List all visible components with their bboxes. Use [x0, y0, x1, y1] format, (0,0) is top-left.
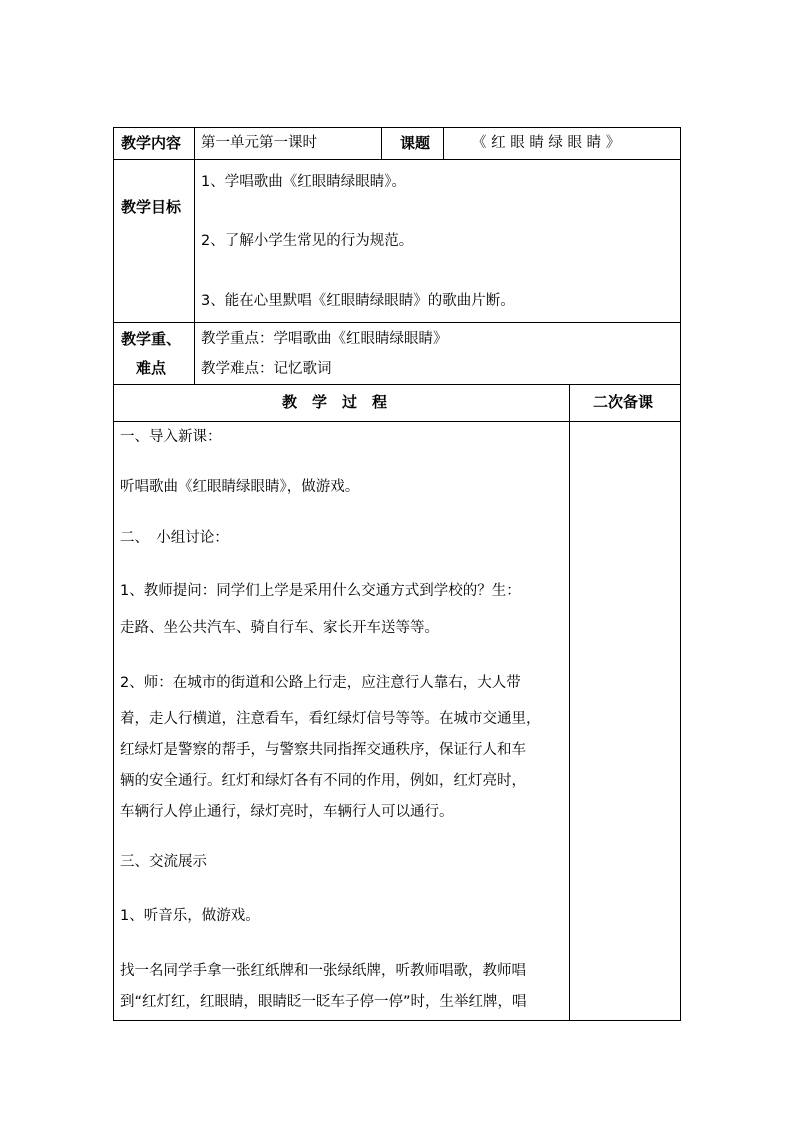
process-line: 2、师：在城市的街道和公路上行走，应注意行人靠右，大人带: [120, 675, 521, 691]
column-divider: [194, 127, 195, 384]
objective-item: 2、了解小学生常见的行为规范。: [201, 233, 414, 249]
teaching-difficulty: 教学难点：记忆歌词: [201, 361, 332, 377]
content-label: 教学内容: [121, 134, 182, 152]
key-points-label: 教学重、: [121, 330, 182, 348]
process-title: 教 学 过 程: [282, 393, 388, 411]
objective-item: 1、学唱歌曲《红眼睛绿眼睛》。: [201, 174, 406, 190]
process-line: 二、 小组讨论：: [120, 530, 229, 546]
table-border-left: [113, 127, 114, 1021]
row-divider: [113, 159, 681, 160]
notes-title: 二次备课: [593, 393, 654, 411]
objectives-label: 教学目标: [121, 198, 182, 216]
column-divider: [569, 384, 570, 1020]
process-line: 听唱歌曲《红眼睛绿眼睛》，做游戏。: [120, 479, 360, 495]
row-divider: [113, 421, 681, 422]
row-divider: [113, 322, 681, 323]
process-line: 三、交流展示: [120, 854, 207, 870]
process-line: 走路、坐公共汽车、骑自行车、家长开车送等等。: [120, 620, 439, 636]
objective-item: 3、能在心里默唱《红眼睛绿眼睛》的歌曲片断。: [201, 293, 515, 309]
teaching-focus: 教学重点：学唱歌曲《红眼睛绿眼睛》: [201, 331, 448, 347]
topic-label: 课题: [400, 134, 431, 152]
key-points-label: 难点: [136, 359, 167, 377]
process-line: 红绿灯是警察的帮手，与警察共同指挥交通秩序，保证行人和车: [120, 742, 526, 758]
process-line: 车辆行人停止通行，绿灯亮时，车辆行人可以通行。: [120, 804, 454, 820]
column-divider: [381, 127, 382, 159]
process-line: 一、导入新课：: [120, 429, 222, 445]
process-line: 1、听音乐，做游戏。: [120, 908, 260, 924]
table-border-bottom: [113, 1020, 681, 1021]
row-divider: [113, 384, 681, 385]
column-divider: [443, 127, 444, 159]
process-line: 辆的安全通行。红灯和绿灯各有不同的作用，例如，红灯亮时，: [120, 773, 526, 789]
content-value: 第一单元第一课时: [201, 135, 317, 151]
process-line: 找一名同学手拿一张红纸牌和一张绿纸牌，听教师唱歌，教师唱: [120, 963, 526, 979]
process-line: 着，走人行横道，注意看车，看红绿灯信号等等。在城市交通里，: [120, 711, 541, 727]
table-border-top: [113, 127, 681, 128]
topic-value: 《 红 眼 睛 绿 眼 睛 》: [472, 135, 621, 151]
process-line: 1、教师提问：同学们上学是采用什么交通方式到学校的？生：: [120, 583, 521, 599]
table-border-right: [680, 127, 681, 1021]
process-line: 到“红灯红，红眼睛，眼睛眨一眨车子停一停”时，生举红牌，唱: [120, 994, 527, 1010]
